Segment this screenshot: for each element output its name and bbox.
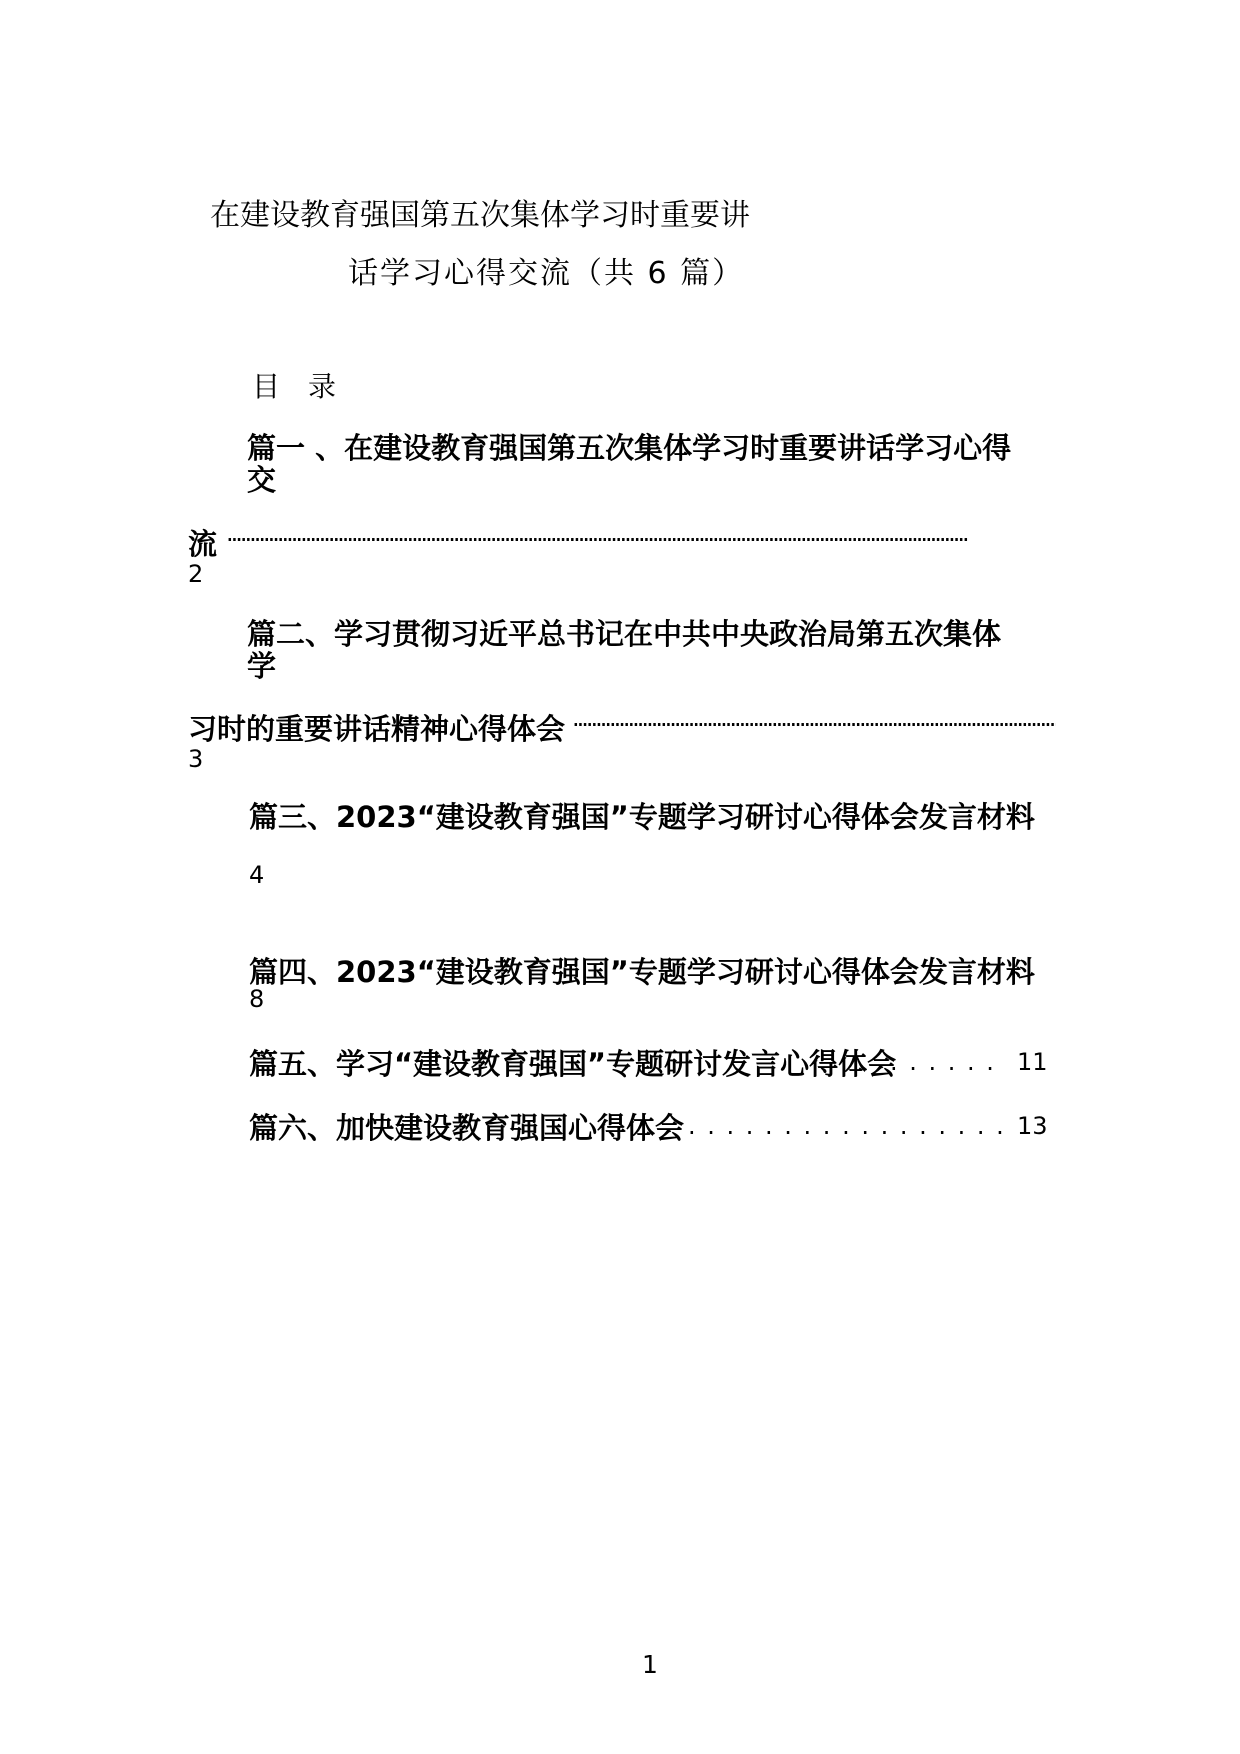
document-title-line-1: 在建设教育强国第五次集体学习时重要讲 — [210, 198, 750, 233]
toc-entry-6-page[interactable]: 13 — [1017, 1112, 1048, 1140]
toc-entry-2-page[interactable]: 3 — [188, 745, 204, 773]
toc-entry-5-line-1[interactable]: 篇五、学习“建设教育强国”专题研讨发言心得体会 — [249, 1047, 897, 1081]
toc-entry-5-leader-dots — [890, 1048, 1002, 1080]
toc-heading-right: 录 — [308, 370, 337, 403]
toc-entry-3-line-1[interactable]: 篇三、2023“建设教育强国”专题学习研讨心得体会发言材料 — [249, 800, 1035, 834]
toc-entry-2-line-2[interactable]: 习时的重要讲话精神心得体会 — [188, 712, 566, 746]
toc-entry-2-line-1b[interactable]: 学 — [247, 649, 277, 683]
toc-entry-4-page[interactable]: 8 — [249, 985, 265, 1013]
toc-heading — [252, 365, 336, 405]
toc-entry-1-page[interactable]: 2 — [188, 560, 204, 588]
document-title-line-2: 话学习心得交流（共 6 篇） — [348, 256, 745, 291]
toc-entry-5-page[interactable]: 11 — [1017, 1048, 1048, 1076]
toc-heading-left: 目 — [252, 370, 281, 403]
toc-entry-4-line-1[interactable]: 篇四、2023“建设教育强国”专题学习研讨心得体会发言材料 — [249, 955, 1035, 989]
toc-entry-1-line-1b[interactable]: 交 — [247, 463, 277, 497]
toc-entry-1-line-2[interactable]: 流 — [188, 527, 218, 561]
toc-entry-2-line-1[interactable]: 篇二、学习贯彻习近平总书记在中共中央政治局第五次集体 — [247, 617, 1002, 651]
toc-entry-1-leader-dots — [226, 526, 1056, 558]
page-number: 1 — [642, 1650, 658, 1679]
toc-entry-3-page[interactable]: 4 — [249, 861, 265, 889]
toc-entry-6-line-1[interactable]: 篇六、加快建设教育强国心得体会 — [249, 1111, 685, 1145]
toc-entry-2-leader-dots — [572, 711, 1056, 743]
toc-entry-6-leader-dots — [688, 1112, 1002, 1144]
toc-entry-1-line-1[interactable]: 篇一 、在建设教育强国第五次集体学习时重要讲话学习心得 — [247, 431, 1012, 465]
